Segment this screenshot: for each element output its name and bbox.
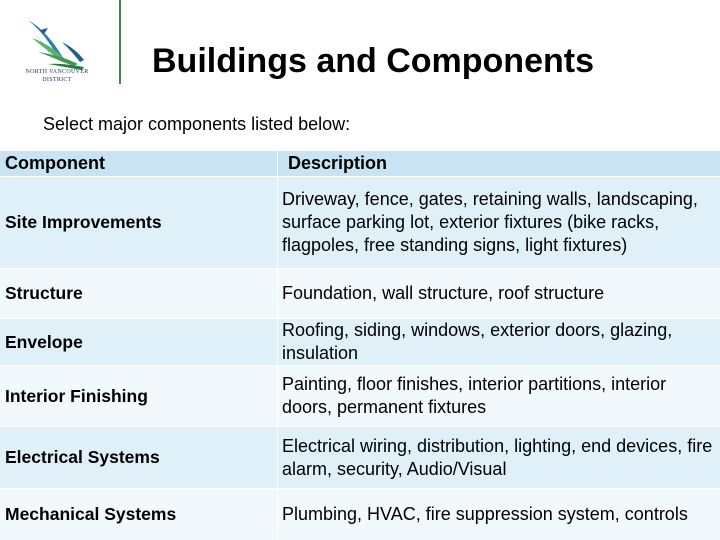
- description-cell: Plumbing, HVAC, fire suppression system, controls: [278, 489, 720, 540]
- description-cell: Roofing, siding, windows, exterior doors, glazing, insulation: [278, 319, 720, 365]
- page-title: Buildings and Components: [152, 42, 594, 80]
- component-cell: Structure: [0, 269, 277, 318]
- component-cell: Interior Finishing: [0, 366, 277, 426]
- table-row: [0, 319, 720, 365]
- table-row: [0, 427, 720, 488]
- description-cell: Foundation, wall structure, roof structure: [278, 269, 720, 318]
- component-cell: Site Improvements: [0, 177, 277, 268]
- description-cell: Painting, floor finishes, interior partitions, interior doors, permanent fixtures: [278, 366, 720, 426]
- header-divider: [119, 0, 121, 84]
- table-row: [0, 177, 720, 268]
- intro-text: Select major components listed below:: [43, 114, 351, 134]
- component-cell: Electrical Systems: [0, 427, 277, 488]
- table-row: [0, 366, 720, 426]
- table-row: [0, 269, 720, 318]
- table-header-row: [0, 151, 720, 176]
- header-cell-component: Component: [0, 151, 277, 176]
- component-cell: Mechanical Systems: [0, 489, 277, 540]
- component-cell: Envelope: [0, 319, 277, 365]
- table-row: [0, 489, 720, 540]
- description-cell: Electrical wiring, distribution, lighting, end devices, fire alarm, security, Audio/Visual: [278, 427, 720, 488]
- description-cell: Driveway, fence, gates, retaining walls, landscaping, surface parking lot, exterior fixtures (bike racks, flagpoles, free standing signs, light fixtures): [278, 177, 720, 268]
- logo-text: NORTH VANCOUVER DISTRICT: [25, 69, 89, 83]
- header-cell-description: Description: [278, 151, 720, 176]
